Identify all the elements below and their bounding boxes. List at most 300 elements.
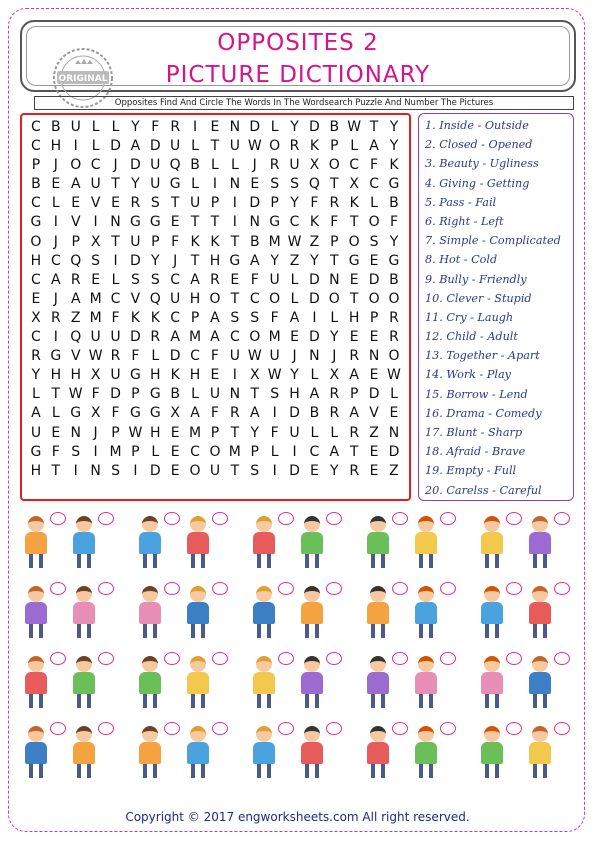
grid-letter[interactable]: Y: [250, 424, 260, 441]
grid-letter[interactable]: N: [90, 462, 101, 479]
grid-letter[interactable]: B: [31, 176, 41, 193]
grid-letter[interactable]: U: [289, 424, 300, 441]
grid-letter[interactable]: L: [111, 119, 120, 135]
grid-letter[interactable]: P: [31, 157, 41, 174]
grid-letter[interactable]: U: [110, 329, 121, 346]
grid-letter[interactable]: D: [149, 462, 161, 479]
grid-letter[interactable]: R: [130, 195, 141, 212]
grid-letter[interactable]: N: [309, 348, 320, 365]
grid-letter[interactable]: T: [250, 386, 260, 403]
grid-letter[interactable]: M: [109, 443, 122, 460]
grid-letter[interactable]: R: [31, 348, 41, 365]
grid-letter[interactable]: D: [130, 157, 141, 174]
number-bubble-icon[interactable]: [326, 722, 342, 735]
grid-letter[interactable]: T: [349, 443, 359, 460]
grid-letter[interactable]: I: [93, 443, 98, 460]
grid-letter[interactable]: C: [31, 271, 41, 288]
grid-letter[interactable]: F: [270, 309, 279, 326]
grid-letter[interactable]: X: [170, 405, 180, 422]
grid-letter[interactable]: N: [388, 424, 400, 441]
grid-letter[interactable]: G: [50, 348, 62, 365]
grid-letter[interactable]: Y: [330, 462, 339, 479]
grid-letter[interactable]: L: [230, 157, 239, 174]
grid-letter[interactable]: S: [230, 309, 240, 326]
grid-letter[interactable]: S: [250, 309, 260, 326]
grid-letter[interactable]: M: [268, 329, 281, 346]
grid-letter[interactable]: L: [310, 367, 319, 384]
grid-letter[interactable]: G: [149, 386, 161, 403]
grid-letter[interactable]: K: [190, 233, 200, 250]
grid-letter[interactable]: G: [348, 252, 360, 269]
grid-letter[interactable]: G: [269, 214, 281, 231]
grid-letter[interactable]: F: [270, 424, 279, 441]
number-bubble-icon[interactable]: [98, 512, 114, 525]
grid-letter[interactable]: N: [110, 214, 121, 231]
grid-letter[interactable]: R: [289, 138, 300, 155]
grid-letter[interactable]: B: [170, 386, 180, 403]
grid-letter[interactable]: E: [369, 462, 379, 479]
grid-letter[interactable]: Y: [389, 138, 399, 155]
grid-letter[interactable]: A: [249, 252, 260, 269]
grid-letter[interactable]: R: [349, 348, 360, 365]
grid-letter[interactable]: R: [170, 119, 181, 135]
grid-letter[interactable]: W: [387, 367, 401, 384]
grid-letter[interactable]: Q: [169, 157, 181, 174]
grid-letter[interactable]: I: [53, 329, 58, 346]
grid-letter[interactable]: M: [89, 309, 102, 326]
grid-letter[interactable]: U: [150, 176, 161, 193]
grid-letter[interactable]: R: [269, 157, 280, 174]
grid-letter[interactable]: R: [329, 386, 340, 403]
grid-letter[interactable]: O: [269, 290, 281, 307]
grid-letter[interactable]: E: [369, 252, 379, 269]
grid-letter[interactable]: C: [31, 195, 41, 212]
grid-letter[interactable]: T: [330, 252, 339, 269]
grid-letter[interactable]: L: [191, 138, 199, 155]
grid-letter[interactable]: D: [249, 195, 261, 212]
grid-letter[interactable]: P: [131, 386, 140, 403]
grid-letter[interactable]: O: [269, 138, 281, 155]
grid-letter[interactable]: F: [111, 309, 120, 326]
number-bubble-icon[interactable]: [554, 512, 570, 525]
grid-letter[interactable]: U: [110, 367, 121, 384]
grid-letter[interactable]: Z: [389, 462, 399, 479]
grid-letter[interactable]: H: [289, 386, 300, 403]
grid-letter[interactable]: W: [267, 367, 282, 384]
grid-letter[interactable]: H: [50, 138, 62, 155]
grid-letter[interactable]: U: [189, 195, 201, 212]
grid-letter[interactable]: K: [170, 367, 180, 384]
grid-letter[interactable]: U: [229, 138, 240, 155]
grid-letter[interactable]: W: [347, 119, 362, 135]
grid-letter[interactable]: O: [30, 233, 42, 250]
grid-letter[interactable]: N: [229, 386, 241, 403]
grid-letter[interactable]: U: [150, 157, 161, 174]
grid-letter[interactable]: A: [190, 271, 200, 288]
grid-letter[interactable]: Y: [290, 195, 299, 212]
grid-letter[interactable]: I: [272, 405, 277, 422]
grid-letter[interactable]: T: [111, 176, 120, 193]
grid-letter[interactable]: K: [349, 195, 359, 212]
grid-letter[interactable]: U: [269, 348, 280, 365]
grid-letter[interactable]: S: [270, 176, 280, 193]
grid-letter[interactable]: Y: [290, 119, 299, 135]
grid-letter[interactable]: C: [31, 119, 41, 135]
grid-letter[interactable]: D: [309, 329, 320, 346]
grid-letter[interactable]: P: [111, 424, 120, 441]
grid-letter[interactable]: S: [290, 176, 299, 193]
grid-letter[interactable]: I: [232, 214, 237, 231]
number-bubble-icon[interactable]: [164, 652, 180, 665]
grid-letter[interactable]: D: [388, 443, 400, 460]
grid-letter[interactable]: C: [349, 157, 360, 174]
grid-letter[interactable]: L: [191, 386, 199, 403]
grid-letter[interactable]: W: [247, 348, 262, 365]
grid-letter[interactable]: X: [90, 405, 101, 422]
grid-letter[interactable]: L: [151, 348, 160, 365]
grid-letter[interactable]: J: [173, 252, 178, 269]
grid-letter[interactable]: Y: [131, 176, 140, 193]
number-bubble-icon[interactable]: [392, 652, 408, 665]
grid-letter[interactable]: E: [170, 443, 180, 460]
grid-letter[interactable]: O: [70, 157, 82, 174]
grid-letter[interactable]: I: [312, 309, 317, 326]
grid-letter[interactable]: L: [51, 405, 60, 422]
grid-letter[interactable]: C: [309, 443, 320, 460]
grid-letter[interactable]: D: [110, 138, 121, 155]
grid-letter[interactable]: S: [150, 195, 160, 212]
grid-letter[interactable]: Y: [290, 367, 299, 384]
grid-letter[interactable]: E: [111, 195, 120, 212]
grid-letter[interactable]: Z: [289, 252, 300, 269]
grid-letter[interactable]: H: [348, 309, 360, 326]
number-bubble-icon[interactable]: [440, 652, 456, 665]
grid-letter[interactable]: F: [330, 214, 339, 231]
grid-letter[interactable]: D: [309, 119, 320, 135]
grid-letter[interactable]: L: [211, 157, 219, 174]
number-bubble-icon[interactable]: [164, 512, 180, 525]
grid-letter[interactable]: V: [130, 290, 141, 307]
grid-letter[interactable]: N: [229, 119, 241, 135]
grid-letter[interactable]: E: [369, 329, 379, 346]
grid-letter[interactable]: C: [369, 176, 379, 193]
grid-letter[interactable]: J: [53, 233, 58, 250]
grid-letter[interactable]: S: [369, 233, 379, 250]
grid-letter[interactable]: Y: [310, 252, 319, 269]
number-bubble-icon[interactable]: [392, 722, 408, 735]
grid-letter[interactable]: L: [290, 271, 299, 288]
number-bubble-icon[interactable]: [50, 582, 66, 595]
grid-letter[interactable]: A: [329, 443, 340, 460]
number-bubble-icon[interactable]: [506, 652, 522, 665]
grid-letter[interactable]: W: [287, 233, 302, 250]
grid-letter[interactable]: L: [111, 271, 120, 288]
grid-letter[interactable]: W: [88, 348, 103, 365]
grid-letter[interactable]: K: [309, 214, 319, 231]
grid-letter[interactable]: D: [368, 386, 380, 403]
grid-letter[interactable]: P: [270, 195, 279, 212]
grid-letter[interactable]: I: [113, 252, 118, 269]
grid-letter[interactable]: A: [289, 309, 300, 326]
grid-letter[interactable]: L: [270, 443, 279, 460]
number-bubble-icon[interactable]: [98, 722, 114, 735]
grid-letter[interactable]: R: [50, 309, 61, 326]
grid-letter[interactable]: B: [309, 405, 320, 422]
grid-letter[interactable]: G: [169, 176, 181, 193]
grid-letter[interactable]: A: [130, 138, 141, 155]
grid-letter[interactable]: G: [129, 367, 141, 384]
number-bubble-icon[interactable]: [278, 512, 294, 525]
number-bubble-icon[interactable]: [506, 722, 522, 735]
grid-letter[interactable]: R: [389, 309, 399, 326]
grid-letter[interactable]: O: [388, 348, 400, 365]
grid-letter[interactable]: H: [150, 367, 161, 384]
number-bubble-icon[interactable]: [50, 722, 66, 735]
grid-letter[interactable]: F: [51, 443, 60, 460]
grid-letter[interactable]: E: [170, 214, 180, 231]
grid-letter[interactable]: S: [150, 271, 160, 288]
grid-letter[interactable]: G: [129, 405, 141, 422]
grid-letter[interactable]: T: [369, 119, 379, 135]
grid-letter[interactable]: M: [89, 290, 102, 307]
grid-letter[interactable]: C: [289, 214, 300, 231]
number-bubble-icon[interactable]: [278, 652, 294, 665]
number-bubble-icon[interactable]: [392, 512, 408, 525]
grid-letter[interactable]: N: [249, 214, 260, 231]
grid-letter[interactable]: C: [190, 443, 200, 460]
grid-letter[interactable]: K: [389, 157, 399, 174]
grid-letter[interactable]: T: [230, 233, 240, 250]
grid-letter[interactable]: H: [50, 367, 62, 384]
grid-letter[interactable]: F: [310, 195, 319, 212]
grid-letter[interactable]: R: [70, 271, 81, 288]
grid-letter[interactable]: O: [328, 157, 340, 174]
grid-letter[interactable]: T: [230, 462, 240, 479]
grid-letter[interactable]: B: [190, 157, 200, 174]
number-bubble-icon[interactable]: [440, 722, 456, 735]
grid-letter[interactable]: K: [309, 138, 319, 155]
grid-letter[interactable]: O: [368, 290, 380, 307]
grid-letter[interactable]: J: [53, 157, 58, 174]
grid-letter[interactable]: E: [349, 271, 359, 288]
grid-letter[interactable]: E: [51, 176, 61, 193]
grid-letter[interactable]: X: [349, 176, 359, 193]
number-bubble-icon[interactable]: [50, 512, 66, 525]
grid-letter[interactable]: A: [349, 405, 359, 422]
grid-letter[interactable]: R: [110, 348, 121, 365]
grid-letter[interactable]: Z: [309, 233, 320, 250]
grid-letter[interactable]: M: [189, 329, 202, 346]
grid-letter[interactable]: N: [229, 176, 241, 193]
grid-letter[interactable]: T: [170, 195, 180, 212]
grid-letter[interactable]: R: [389, 329, 399, 346]
number-bubble-icon[interactable]: [164, 582, 180, 595]
grid-letter[interactable]: P: [210, 195, 220, 212]
grid-letter[interactable]: T: [349, 214, 359, 231]
grid-letter[interactable]: F: [210, 405, 219, 422]
grid-letter[interactable]: G: [30, 214, 42, 231]
grid-letter[interactable]: D: [289, 405, 300, 422]
grid-letter[interactable]: W: [128, 424, 143, 441]
grid-letter[interactable]: L: [390, 386, 398, 403]
number-bubble-icon[interactable]: [326, 512, 342, 525]
grid-letter[interactable]: C: [170, 271, 181, 288]
grid-letter[interactable]: U: [130, 233, 141, 250]
grid-letter[interactable]: O: [249, 329, 261, 346]
grid-letter[interactable]: S: [91, 252, 101, 269]
grid-letter[interactable]: U: [70, 119, 81, 135]
grid-letter[interactable]: A: [70, 290, 81, 307]
grid-letter[interactable]: A: [369, 138, 379, 155]
number-bubble-icon[interactable]: [212, 582, 228, 595]
grid-letter[interactable]: O: [348, 233, 360, 250]
grid-letter[interactable]: K: [210, 233, 220, 250]
number-bubble-icon[interactable]: [326, 652, 342, 665]
grid-letter[interactable]: R: [229, 405, 240, 422]
grid-letter[interactable]: A: [210, 329, 220, 346]
grid-letter[interactable]: S: [130, 271, 140, 288]
grid-letter[interactable]: T: [111, 233, 120, 250]
grid-letter[interactable]: C: [190, 348, 200, 365]
grid-letter[interactable]: T: [51, 462, 61, 479]
grid-letter[interactable]: H: [209, 252, 221, 269]
grid-letter[interactable]: G: [129, 214, 141, 231]
grid-letter[interactable]: X: [90, 367, 101, 384]
grid-letter[interactable]: A: [309, 386, 320, 403]
grid-letter[interactable]: A: [349, 367, 359, 384]
grid-letter[interactable]: I: [73, 462, 78, 479]
grid-letter[interactable]: C: [110, 290, 121, 307]
grid-letter[interactable]: V: [369, 405, 379, 422]
grid-letter[interactable]: R: [329, 195, 340, 212]
grid-letter[interactable]: C: [249, 290, 260, 307]
grid-letter[interactable]: L: [290, 290, 299, 307]
grid-letter[interactable]: B: [389, 195, 399, 212]
grid-letter[interactable]: E: [170, 462, 180, 479]
grid-letter[interactable]: B: [51, 119, 61, 135]
grid-letter[interactable]: P: [190, 309, 200, 326]
grid-letter[interactable]: E: [31, 290, 41, 307]
grid-letter[interactable]: I: [232, 195, 237, 212]
number-bubble-icon[interactable]: [50, 652, 66, 665]
number-bubble-icon[interactable]: [554, 722, 570, 735]
grid-letter[interactable]: D: [169, 348, 181, 365]
grid-letter[interactable]: D: [368, 271, 380, 288]
grid-letter[interactable]: F: [171, 233, 180, 250]
grid-letter[interactable]: O: [209, 443, 221, 460]
grid-letter[interactable]: L: [191, 176, 199, 193]
grid-letter[interactable]: H: [150, 424, 161, 441]
grid-letter[interactable]: D: [309, 290, 320, 307]
grid-letter[interactable]: P: [349, 386, 359, 403]
grid-letter[interactable]: U: [269, 271, 280, 288]
grid-letter[interactable]: T: [349, 290, 359, 307]
grid-letter[interactable]: P: [330, 138, 339, 155]
grid-letter[interactable]: L: [51, 195, 60, 212]
grid-letter[interactable]: U: [289, 157, 300, 174]
grid-letter[interactable]: T: [230, 424, 240, 441]
grid-letter[interactable]: Z: [369, 424, 379, 441]
grid-letter[interactable]: L: [350, 138, 359, 155]
grid-letter[interactable]: P: [330, 233, 339, 250]
grid-letter[interactable]: F: [131, 348, 140, 365]
grid-letter[interactable]: E: [91, 271, 101, 288]
grid-letter[interactable]: X: [249, 367, 260, 384]
grid-letter[interactable]: I: [272, 462, 277, 479]
grid-letter[interactable]: V: [70, 214, 81, 231]
grid-letter[interactable]: N: [368, 348, 380, 365]
grid-letter[interactable]: H: [30, 252, 42, 269]
grid-letter[interactable]: P: [71, 233, 80, 250]
grid-letter[interactable]: C: [90, 157, 101, 174]
grid-letter[interactable]: Q: [308, 176, 320, 193]
grid-letter[interactable]: L: [370, 195, 378, 212]
number-bubble-icon[interactable]: [212, 512, 228, 525]
number-bubble-icon[interactable]: [98, 652, 114, 665]
number-bubble-icon[interactable]: [164, 722, 180, 735]
grid-letter[interactable]: E: [369, 367, 379, 384]
grid-letter[interactable]: Q: [70, 252, 82, 269]
grid-letter[interactable]: G: [149, 214, 161, 231]
grid-letter[interactable]: J: [332, 348, 337, 365]
grid-letter[interactable]: G: [149, 405, 161, 422]
grid-letter[interactable]: G: [388, 252, 400, 269]
grid-letter[interactable]: W: [247, 138, 262, 155]
grid-letter[interactable]: I: [212, 176, 218, 193]
grid-letter[interactable]: Y: [131, 119, 140, 135]
grid-letter[interactable]: E: [170, 424, 180, 441]
grid-letter[interactable]: H: [189, 290, 201, 307]
grid-letter[interactable]: C: [229, 329, 240, 346]
grid-letter[interactable]: A: [70, 176, 81, 193]
grid-letter[interactable]: T: [210, 214, 220, 231]
grid-letter[interactable]: U: [90, 329, 101, 346]
grid-letter[interactable]: H: [70, 367, 81, 384]
grid-letter[interactable]: R: [349, 424, 360, 441]
grid-letter[interactable]: C: [31, 138, 41, 155]
grid-letter[interactable]: L: [151, 443, 160, 460]
grid-letter[interactable]: D: [130, 252, 141, 269]
grid-letter[interactable]: Y: [151, 252, 160, 269]
grid-letter[interactable]: P: [369, 309, 379, 326]
grid-letter[interactable]: C: [50, 252, 61, 269]
grid-letter[interactable]: T: [51, 386, 61, 403]
grid-letter[interactable]: L: [91, 138, 100, 155]
grid-letter[interactable]: T: [330, 176, 339, 193]
grid-letter[interactable]: E: [51, 424, 61, 441]
grid-letter[interactable]: R: [329, 405, 340, 422]
number-bubble-icon[interactable]: [440, 512, 456, 525]
number-bubble-icon[interactable]: [326, 582, 342, 595]
grid-letter[interactable]: X: [329, 367, 340, 384]
grid-letter[interactable]: E: [290, 329, 299, 346]
grid-letter[interactable]: L: [32, 386, 40, 403]
grid-letter[interactable]: X: [31, 309, 41, 326]
grid-letter[interactable]: L: [91, 119, 100, 135]
grid-letter[interactable]: P: [250, 443, 259, 460]
grid-letter[interactable]: U: [170, 290, 181, 307]
grid-letter[interactable]: P: [151, 233, 160, 250]
grid-letter[interactable]: E: [210, 367, 220, 384]
grid-letter[interactable]: C: [170, 309, 181, 326]
grid-letter[interactable]: Y: [330, 329, 339, 346]
grid-letter[interactable]: A: [210, 309, 220, 326]
grid-letter[interactable]: F: [151, 119, 160, 135]
grid-letter[interactable]: S: [250, 462, 260, 479]
grid-letter[interactable]: K: [130, 309, 140, 326]
grid-letter[interactable]: Y: [389, 119, 399, 135]
grid-letter[interactable]: E: [369, 443, 379, 460]
